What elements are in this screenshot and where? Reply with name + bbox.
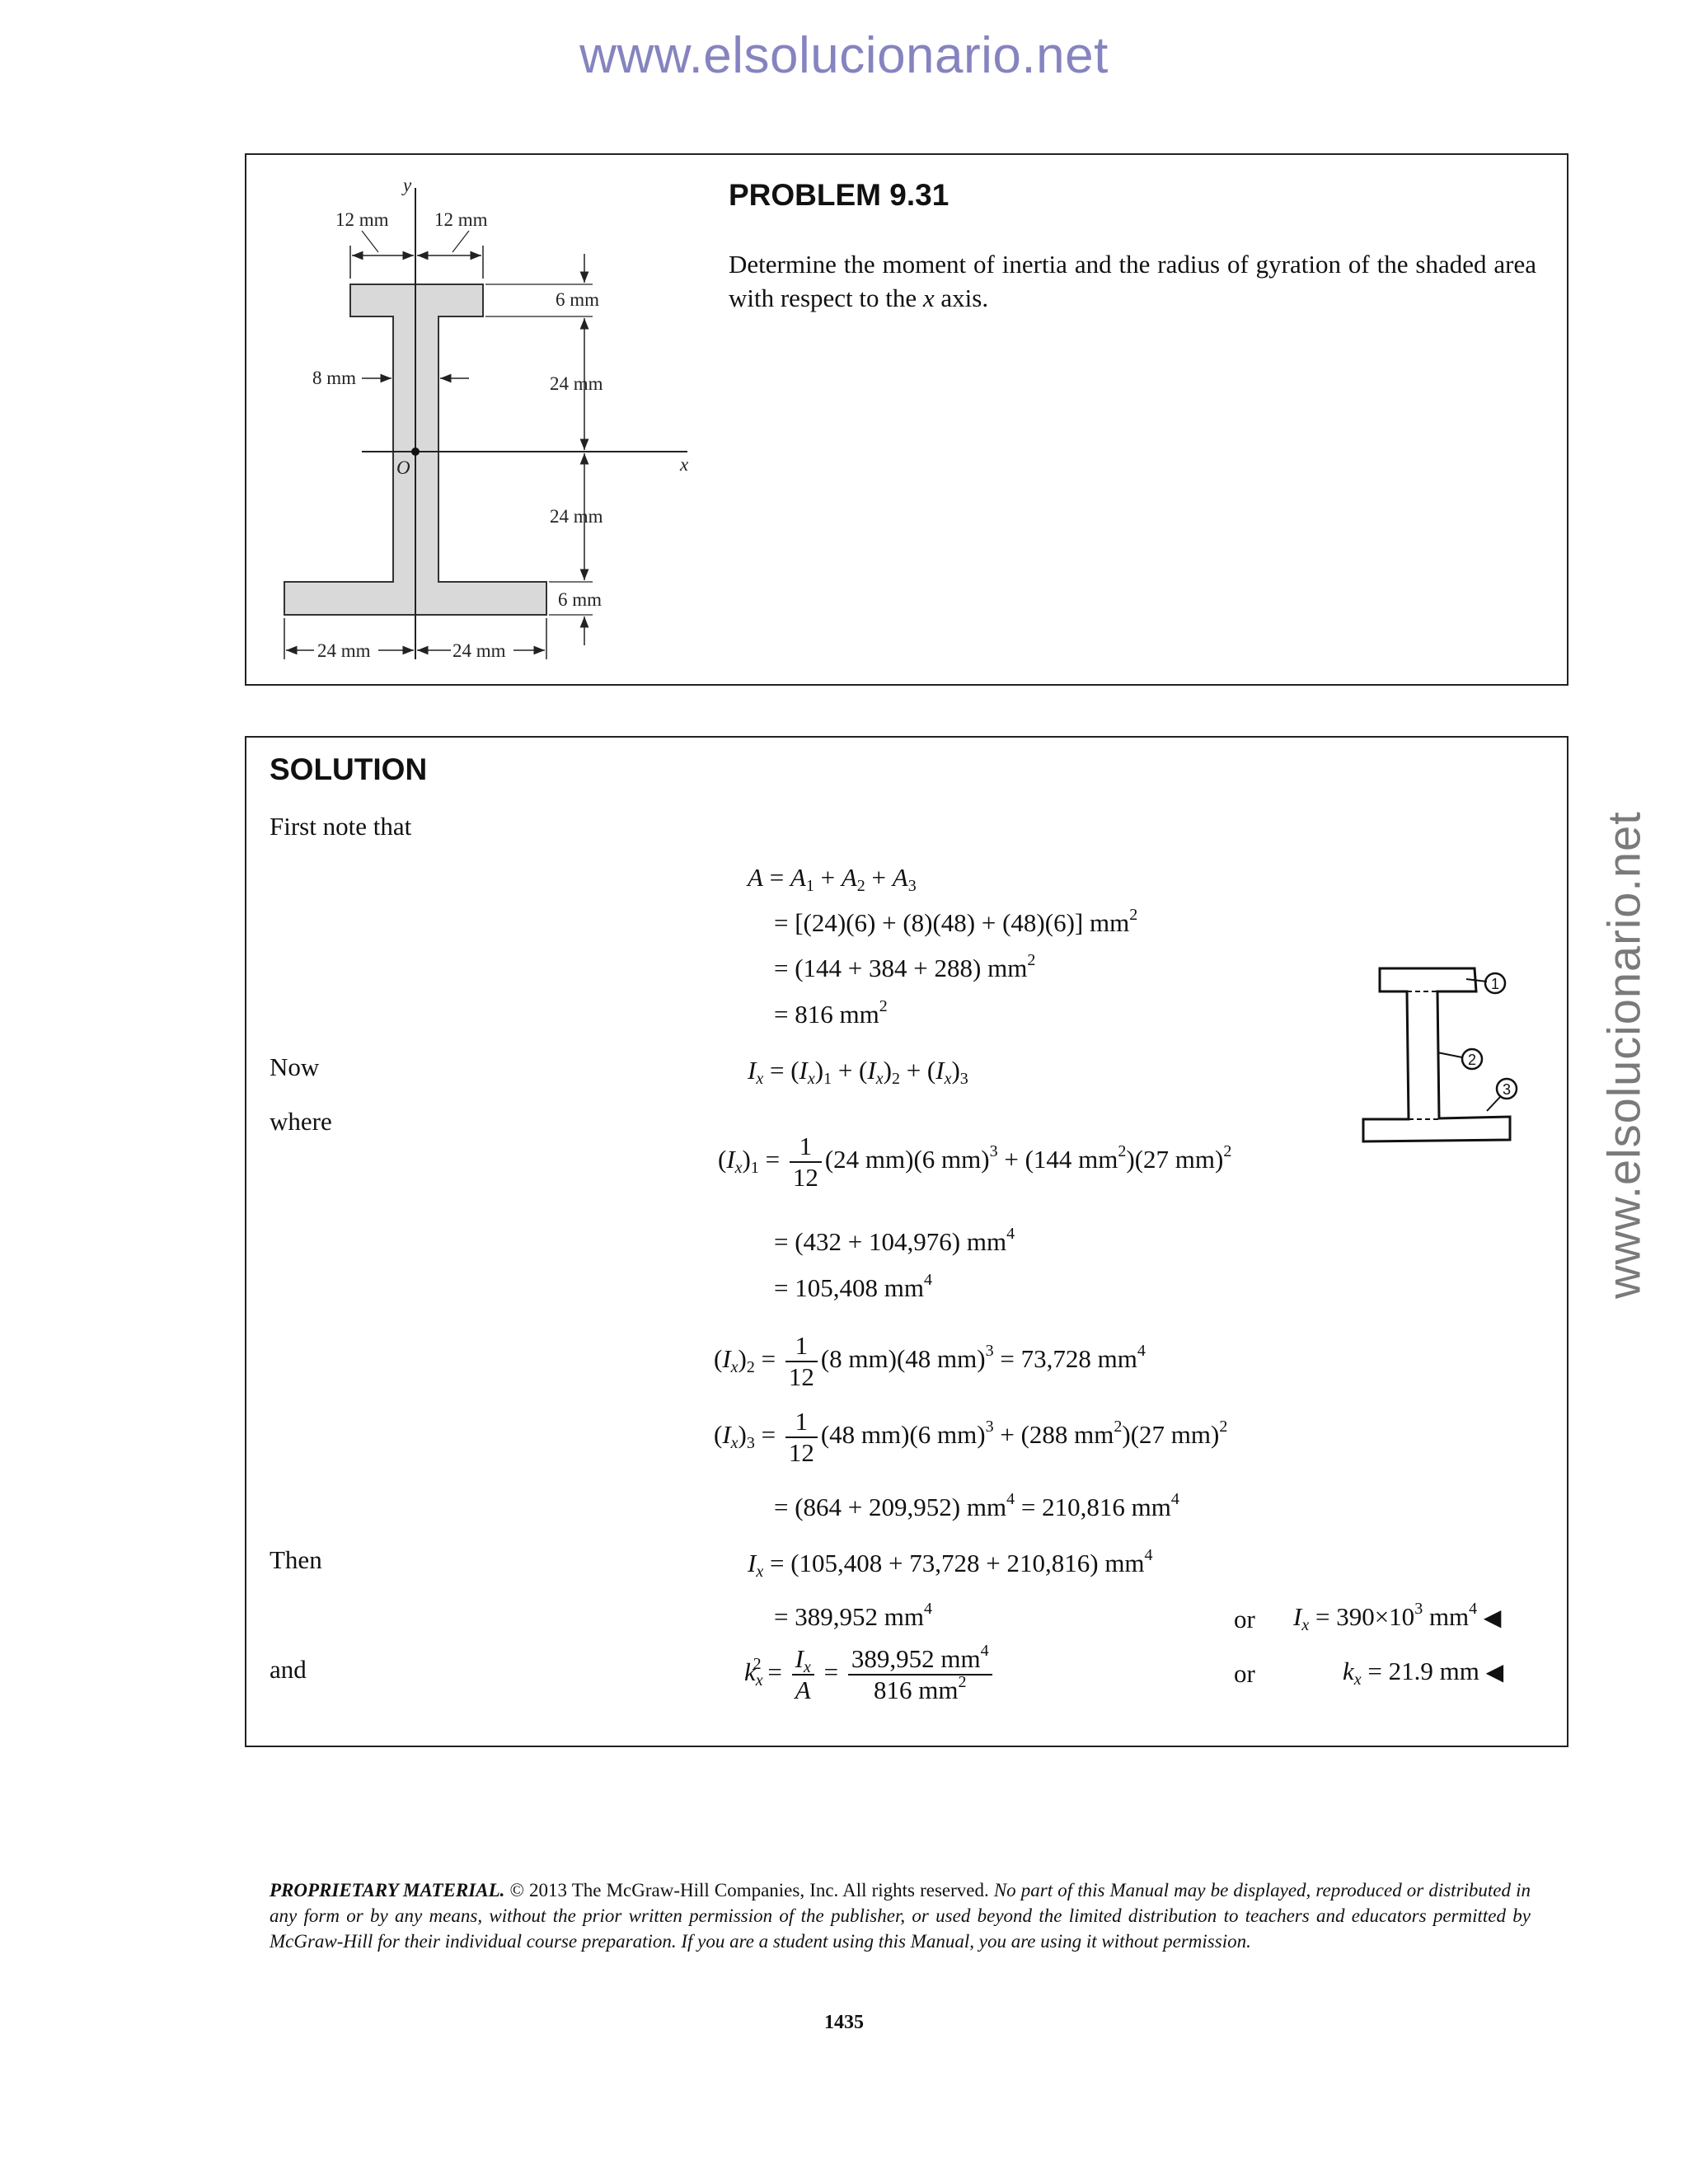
page-number: 1435 — [824, 2012, 864, 2033]
y-axis-label: y — [403, 175, 412, 195]
label-where: where — [270, 1107, 332, 1136]
eq-ix3: $(I_x)_3$ = $\frac{1}{12}$ (48 mm)(6 mm)$^3$ + (288 $mm^2)(27$ mm)$^2$ — [714, 1407, 1228, 1467]
label-and: and — [270, 1655, 307, 1684]
component-sketch — [1347, 952, 1536, 1150]
answer-kx: $k_x = 21.9$ mm ◀ — [1343, 1657, 1504, 1689]
eq-ix2: $(I_x)_2$ = $\frac{1}{12}$ (8 mm)(48 mm)$^3$ = 73,728 $mm^4$ — [714, 1331, 1146, 1391]
watermark-top: www.elsolucionario.net — [579, 27, 1109, 84]
x-axis-label: x — [680, 454, 689, 475]
solution-box — [245, 736, 1568, 1747]
problem-box — [245, 153, 1568, 686]
eq-area-3: = (144 + 384 + 288) $mm^2$ — [774, 951, 1036, 982]
label-then: Then — [270, 1545, 322, 1574]
problem-statement — [729, 247, 1536, 315]
watermark-side: www.elsolucionario.net — [1597, 811, 1650, 1299]
footer-notice — [270, 1877, 1531, 1954]
dim-6mm-bottom: 6 mm — [558, 589, 603, 610]
eq-ix1: $(I_x)_1$ = $\frac{1}{12}$ (24 mm)(6 mm)$^3$ + (144 $mm^2)(27$ mm)$^2$ — [718, 1132, 1232, 1192]
sketch-label-3: 3 — [1503, 1081, 1512, 1098]
sketch-label-1: 1 — [1491, 976, 1500, 992]
label-or-2: or — [1234, 1659, 1255, 1688]
dim-24mm-lower: 24 mm — [550, 506, 603, 527]
dim-24mm-right: 24 mm — [452, 640, 506, 661]
statement-text-b: axis. — [934, 284, 989, 312]
solution-title: SOLUTION — [270, 752, 428, 786]
statement-text-a: Determine the moment of inertia and the radius of gyration of the shaded area with respect to the — [729, 250, 1536, 312]
eq-ix1-line2: = (432 + 104,976) $mm^4$ — [774, 1225, 1015, 1256]
origin-label: O — [396, 457, 410, 478]
footer-copyright: © 2013 The McGraw-Hill Companies, Inc. All rights reserved. — [504, 1880, 994, 1900]
footer-bold-lead: PROPRIETARY MATERIAL. — [270, 1880, 505, 1900]
dim-8mm: 8 mm — [312, 368, 357, 388]
eq-ix-total: = 389,952 $mm^4$ — [774, 1600, 932, 1631]
eq-ix1-line3: = 105,408 $mm^4$ — [774, 1271, 932, 1302]
dim-24mm-upper: 24 mm — [550, 373, 603, 394]
label-first-note: First note that — [270, 812, 412, 841]
eq-kx: $k_x^2$ = $\frac{I_x}{A}$ = $\frac{389,952 mm^4}{816 mm^2}$ — [744, 1644, 996, 1705]
statement-variable: x — [922, 284, 935, 312]
dim-12mm-left: 12 mm — [335, 209, 389, 230]
dim-24mm-left: 24 mm — [317, 640, 371, 661]
eq-area-4: = 816 $mm^2$ — [774, 997, 888, 1029]
eq-ix-total-sum: $I_x = (105,408 + 73,728 + 210,816)$ $mm^4$ — [748, 1546, 1153, 1581]
eq-area-1: $A = A_1 + A_2 + A_3$ — [748, 863, 917, 895]
sketch-label-2: 2 — [1468, 1052, 1477, 1068]
eq-ix3-line2: = (864 + 209,952) $mm^4 = 210,816$ $mm^4$ — [774, 1490, 1179, 1521]
label-or-1: or — [1234, 1605, 1255, 1633]
footer-notice-text: No part of this Manual may be displayed, reproduced or distributed in any form or by any means, without the prior written permission of the publisher, or used beyond the limited distribution to teachers and educators permitted by McGraw-Hill for their individual course preparation. If you are a student using this Manual, you are using it without permission. — [270, 1880, 1531, 1952]
i-beam-figure — [246, 155, 741, 682]
dim-12mm-right: 12 mm — [434, 209, 488, 230]
eq-area-2: = [(24)(6) + (8)(48) + (48)(6)] $mm^2$ — [774, 906, 1138, 937]
label-now: Now — [270, 1052, 320, 1081]
answer-ix: $I_x = 390\times 10^3$ $mm^4$ ◀ — [1293, 1600, 1502, 1634]
eq-ix-sum: $I_x = (I_x)_1 + (I_x)_2 + (I_x)_3$ — [748, 1056, 968, 1088]
dim-6mm-top: 6 mm — [556, 289, 600, 310]
problem-title: PROBLEM 9.31 — [729, 178, 950, 212]
